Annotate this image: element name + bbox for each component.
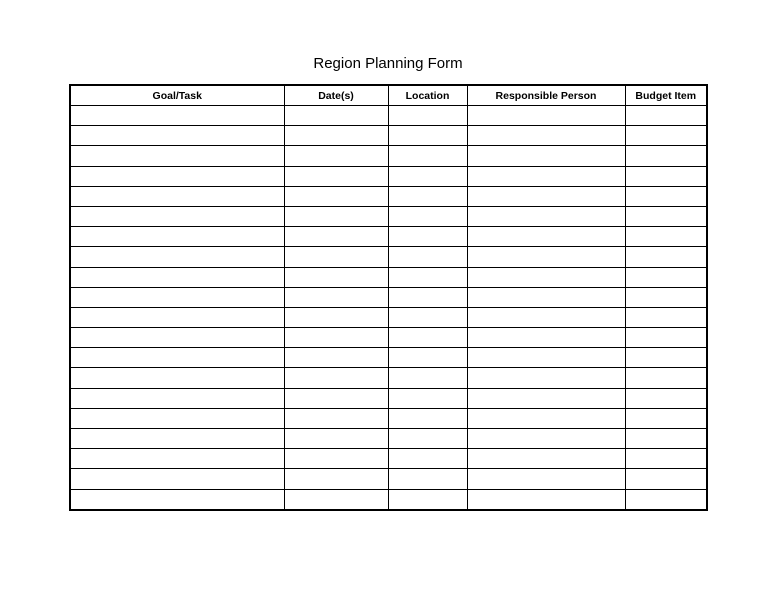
cell-location[interactable] [388,126,467,146]
cell-responsible-person[interactable] [467,106,625,126]
column-header-responsible-person: Responsible Person [467,85,625,106]
cell-dates[interactable] [284,469,388,489]
cell-location[interactable] [388,408,467,428]
cell-location[interactable] [388,206,467,226]
cell-responsible-person[interactable] [467,227,625,247]
table-row [70,247,707,267]
cell-goal-task[interactable] [70,106,284,126]
table-row [70,206,707,226]
cell-goal-task[interactable] [70,227,284,247]
table-row [70,186,707,206]
cell-budget-item[interactable] [625,146,707,166]
cell-budget-item[interactable] [625,429,707,449]
cell-dates[interactable] [284,287,388,307]
cell-budget-item[interactable] [625,368,707,388]
cell-location[interactable] [388,469,467,489]
table-row [70,328,707,348]
cell-dates[interactable] [284,166,388,186]
table-row [70,408,707,428]
cell-goal-task[interactable] [70,287,284,307]
cell-dates[interactable] [284,267,388,287]
cell-dates[interactable] [284,368,388,388]
cell-responsible-person[interactable] [467,348,625,368]
cell-location[interactable] [388,287,467,307]
cell-goal-task[interactable] [70,206,284,226]
cell-dates[interactable] [284,227,388,247]
cell-location[interactable] [388,348,467,368]
cell-goal-task[interactable] [70,449,284,469]
cell-location[interactable] [388,267,467,287]
cell-location[interactable] [388,106,467,126]
cell-goal-task[interactable] [70,186,284,206]
cell-goal-task[interactable] [70,348,284,368]
cell-goal-task[interactable] [70,429,284,449]
table-row [70,227,707,247]
column-header-dates: Date(s) [284,85,388,106]
cell-budget-item[interactable] [625,227,707,247]
cell-responsible-person[interactable] [467,469,625,489]
cell-location[interactable] [388,328,467,348]
cell-dates[interactable] [284,106,388,126]
cell-goal-task[interactable] [70,408,284,428]
cell-responsible-person[interactable] [467,287,625,307]
table-row [70,429,707,449]
cell-location[interactable] [388,186,467,206]
cell-responsible-person[interactable] [467,267,625,287]
cell-location[interactable] [388,227,467,247]
table-row [70,489,707,510]
table-row [70,106,707,126]
cell-location[interactable] [388,429,467,449]
cell-location[interactable] [388,247,467,267]
cell-location[interactable] [388,388,467,408]
cell-budget-item[interactable] [625,247,707,267]
table-row [70,388,707,408]
cell-responsible-person[interactable] [467,247,625,267]
cell-budget-item[interactable] [625,489,707,510]
table-row [70,166,707,186]
cell-budget-item[interactable] [625,348,707,368]
table-row [70,469,707,489]
cell-budget-item[interactable] [625,449,707,469]
cell-goal-task[interactable] [70,267,284,287]
cell-dates[interactable] [284,408,388,428]
cell-dates[interactable] [284,449,388,469]
form-title: Region Planning Form [313,55,463,72]
cell-location[interactable] [388,449,467,469]
cell-dates[interactable] [284,388,388,408]
cell-responsible-person[interactable] [467,429,625,449]
cell-responsible-person[interactable] [467,307,625,327]
cell-goal-task[interactable] [70,307,284,327]
table-row [70,267,707,287]
column-header-location: Location [388,85,467,106]
cell-budget-item[interactable] [625,469,707,489]
cell-budget-item[interactable] [625,388,707,408]
cell-responsible-person[interactable] [467,186,625,206]
cell-responsible-person[interactable] [467,489,625,510]
table-row [70,307,707,327]
cell-responsible-person[interactable] [467,388,625,408]
cell-budget-item[interactable] [625,287,707,307]
cell-location[interactable] [388,368,467,388]
cell-responsible-person[interactable] [467,449,625,469]
cell-location[interactable] [388,307,467,327]
cell-goal-task[interactable] [70,146,284,166]
cell-responsible-person[interactable] [467,408,625,428]
cell-budget-item[interactable] [625,126,707,146]
cell-goal-task[interactable] [70,388,284,408]
table-row [70,146,707,166]
table-body [70,106,707,510]
cell-responsible-person[interactable] [467,328,625,348]
cell-responsible-person[interactable] [467,166,625,186]
cell-location[interactable] [388,166,467,186]
cell-dates[interactable] [284,307,388,327]
cell-dates[interactable] [284,348,388,368]
cell-budget-item[interactable] [625,206,707,226]
cell-goal-task[interactable] [70,489,284,510]
cell-responsible-person[interactable] [467,146,625,166]
cell-budget-item[interactable] [625,166,707,186]
column-header-goal-task: Goal/Task [70,85,284,106]
cell-budget-item[interactable] [625,106,707,126]
cell-dates[interactable] [284,489,388,510]
cell-goal-task[interactable] [70,328,284,348]
cell-budget-item[interactable] [625,408,707,428]
column-header-budget-item: Budget Item [625,85,707,106]
cell-goal-task[interactable] [70,247,284,267]
cell-responsible-person[interactable] [467,206,625,226]
cell-budget-item[interactable] [625,267,707,287]
table-row [70,287,707,307]
cell-goal-task[interactable] [70,368,284,388]
cell-budget-item[interactable] [625,186,707,206]
cell-responsible-person[interactable] [467,126,625,146]
cell-location[interactable] [388,489,467,510]
cell-dates[interactable] [284,429,388,449]
table-row [70,449,707,469]
planning-table [69,84,708,511]
cell-dates[interactable] [284,146,388,166]
cell-dates[interactable] [284,328,388,348]
cell-goal-task[interactable] [70,166,284,186]
cell-dates[interactable] [284,247,388,267]
table-row [70,126,707,146]
cell-goal-task[interactable] [70,469,284,489]
cell-responsible-person[interactable] [467,368,625,388]
table-row [70,348,707,368]
cell-location[interactable] [388,146,467,166]
cell-dates[interactable] [284,126,388,146]
cell-goal-task[interactable] [70,126,284,146]
cell-dates[interactable] [284,186,388,206]
cell-budget-item[interactable] [625,307,707,327]
cell-dates[interactable] [284,206,388,226]
header-row [70,85,707,106]
cell-budget-item[interactable] [625,328,707,348]
table-row [70,368,707,388]
